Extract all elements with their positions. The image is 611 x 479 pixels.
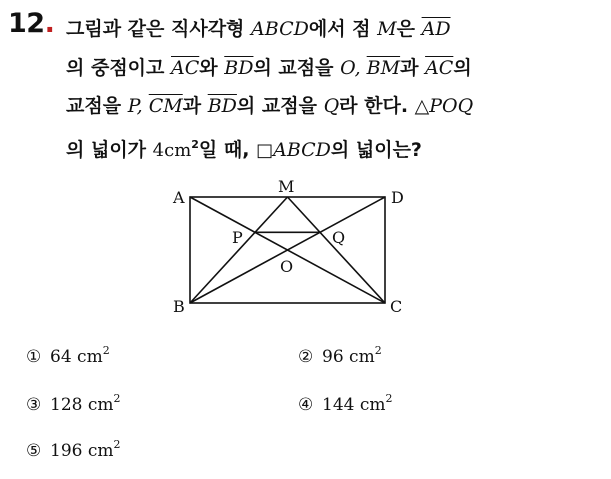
label-d: D [391, 188, 404, 207]
stem-text: 의 중점이고 [66, 56, 171, 79]
stem-line-2 [66, 49, 596, 88]
choice-mark: ② [298, 347, 314, 367]
stem-math-exponent: 2 [191, 137, 199, 151]
choice-value: 96 [322, 347, 344, 367]
label-p: P [232, 228, 243, 247]
stem-math-segment: $\overline{BD}$ [207, 95, 237, 117]
segment-bm [190, 197, 288, 303]
stem-math-segment: $\overline{BD}$ [224, 56, 254, 79]
choice-mark: ① [26, 347, 42, 367]
choice-2[interactable] [298, 344, 382, 367]
question-stem [66, 10, 596, 170]
choice-unit: cm [359, 395, 386, 415]
choice-3[interactable] [26, 392, 121, 415]
stem-text: 그림과 같은 직사각형 [66, 18, 252, 40]
stem-math-segment: $\overline{BM}$ [366, 56, 401, 79]
choice-mark: ⑤ [26, 441, 42, 461]
choice-mark: ③ [26, 395, 42, 415]
label-c: C [390, 297, 403, 316]
stem-math: △POQ [414, 95, 474, 117]
question-number [8, 8, 54, 39]
choice-unit: cm [87, 395, 114, 415]
choice-exponent: 2 [374, 344, 382, 357]
label-o: O [280, 257, 294, 276]
stem-text: , [136, 95, 149, 117]
stem-line-3 [66, 87, 596, 126]
choice-exponent: 2 [113, 438, 121, 451]
choice-exponent: 2 [385, 392, 393, 405]
stem-math-unit: cm [164, 139, 192, 161]
stem-math: □ [256, 139, 274, 161]
stem-text: 의 교점을 [253, 56, 341, 79]
stem-text: 은 [396, 18, 422, 40]
rectangle-figure [165, 170, 415, 320]
question-number-value: 12 [8, 8, 45, 39]
label-q: Q [332, 228, 346, 247]
choice-value: 144 [322, 395, 355, 415]
label-a: A [173, 188, 185, 207]
stem-math: P [127, 95, 137, 117]
stem-math: 4 [152, 139, 165, 161]
stem-math-segment: $\overline{CM}$ [148, 95, 183, 117]
label-b: B [173, 297, 185, 316]
stem-math-segment: $\overline{AC}$ [171, 56, 200, 79]
choice-unit: cm [87, 441, 114, 461]
choice-value: 196 [50, 441, 83, 461]
stem-math: ABCD [273, 138, 331, 161]
stem-text: 과 [400, 56, 426, 79]
choice-exponent: 2 [102, 344, 110, 357]
choice-exponent: 2 [113, 392, 121, 405]
stem-math: O [340, 56, 355, 79]
stem-text: 일 때, [198, 138, 257, 161]
segment-cm [288, 197, 386, 303]
stem-line-1 [66, 10, 596, 49]
stem-math: Q [323, 95, 340, 117]
stem-text: 와 [199, 56, 225, 79]
stem-math: ABCD [251, 18, 309, 40]
choice-value: 64 [50, 347, 72, 367]
stem-line-4 [66, 126, 596, 171]
choice-unit: cm [77, 347, 103, 367]
question-number-dot: . [44, 8, 55, 39]
stem-text: 의 넓이가 [66, 138, 153, 161]
stem-text: , [354, 56, 367, 79]
stem-text: 의 교점을 [236, 95, 324, 117]
stem-math-segment: $\overline{AC}$ [425, 56, 454, 79]
stem-text: 에서 점 [308, 18, 378, 40]
stem-text: 의 [453, 56, 472, 79]
stem-text: 과 [182, 95, 208, 117]
stem-text: 라 한다. [339, 95, 415, 117]
choice-mark: ④ [298, 395, 314, 415]
stem-math-segment: $\overline{AD}$ [421, 18, 451, 40]
choice-value: 128 [50, 395, 83, 415]
choice-4[interactable] [298, 392, 393, 415]
label-m: M [278, 177, 295, 196]
stem-text: 의 넓이는? [330, 138, 422, 161]
choice-unit: cm [349, 347, 375, 367]
stem-math: M [377, 18, 397, 40]
stem-text: 교점을 [66, 95, 128, 117]
choice-5[interactable] [26, 438, 121, 461]
choice-1[interactable] [26, 344, 110, 367]
